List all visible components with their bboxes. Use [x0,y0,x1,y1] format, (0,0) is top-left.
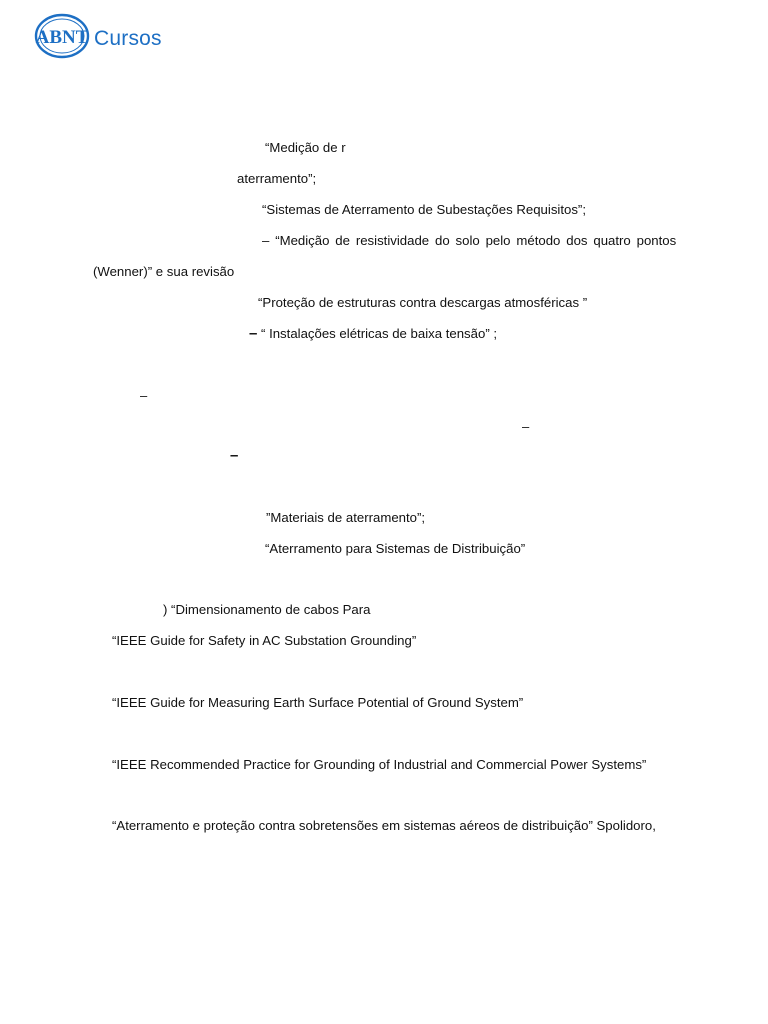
ref-line-1: “Medição de r [265,140,346,155]
ref-line-8: ”Materiais de aterramento”; [266,510,426,525]
ref-line-12: “IEEE Guide for Measuring Earth Surface Potential of Ground System” [112,695,524,710]
ref-line-2: aterramento”; [237,171,317,186]
ref-line-11: “IEEE Guide for Safety in AC Substation Grounding” [112,633,417,648]
ref-line-7 [249,326,497,342]
dash-1: – [140,388,148,403]
ref-line-7-text: “ Instalações elétricas de baixa tensão” ; [257,326,498,341]
ref-line-5: (Wenner)” e sua revisão [93,264,235,279]
ref-line-7-dash: – [249,325,258,342]
ref-line-4: – “Medição de resistividade do solo pelo método dos quatro pontos [262,233,677,248]
logo-text: Cursos [94,27,162,50]
ref-line-13: “IEEE Recommended Practice for Grounding of Industrial and Commercial Power Systems” [112,757,647,772]
dash-3: – [230,447,239,464]
ref-line-14: “Aterramento e proteção contra sobretensões em sistemas aéreos de distribuição” Spolidoro, [112,818,656,833]
ref-line-3: “Sistemas de Aterramento de Subestações Requisitos”; [262,202,586,217]
abnt-logo [34,12,184,62]
dash-2: – [522,419,530,434]
ref-line-6: “Proteção de estruturas contra descargas atmosféricas ” [258,295,588,310]
ref-line-9: “Aterramento para Sistemas de Distribuição” [265,541,526,556]
abnt-seal-icon [34,12,92,60]
ref-line-10: ) “Dimensionamento de cabos Para [163,602,371,617]
logo-mark: ABNT [35,27,89,48]
